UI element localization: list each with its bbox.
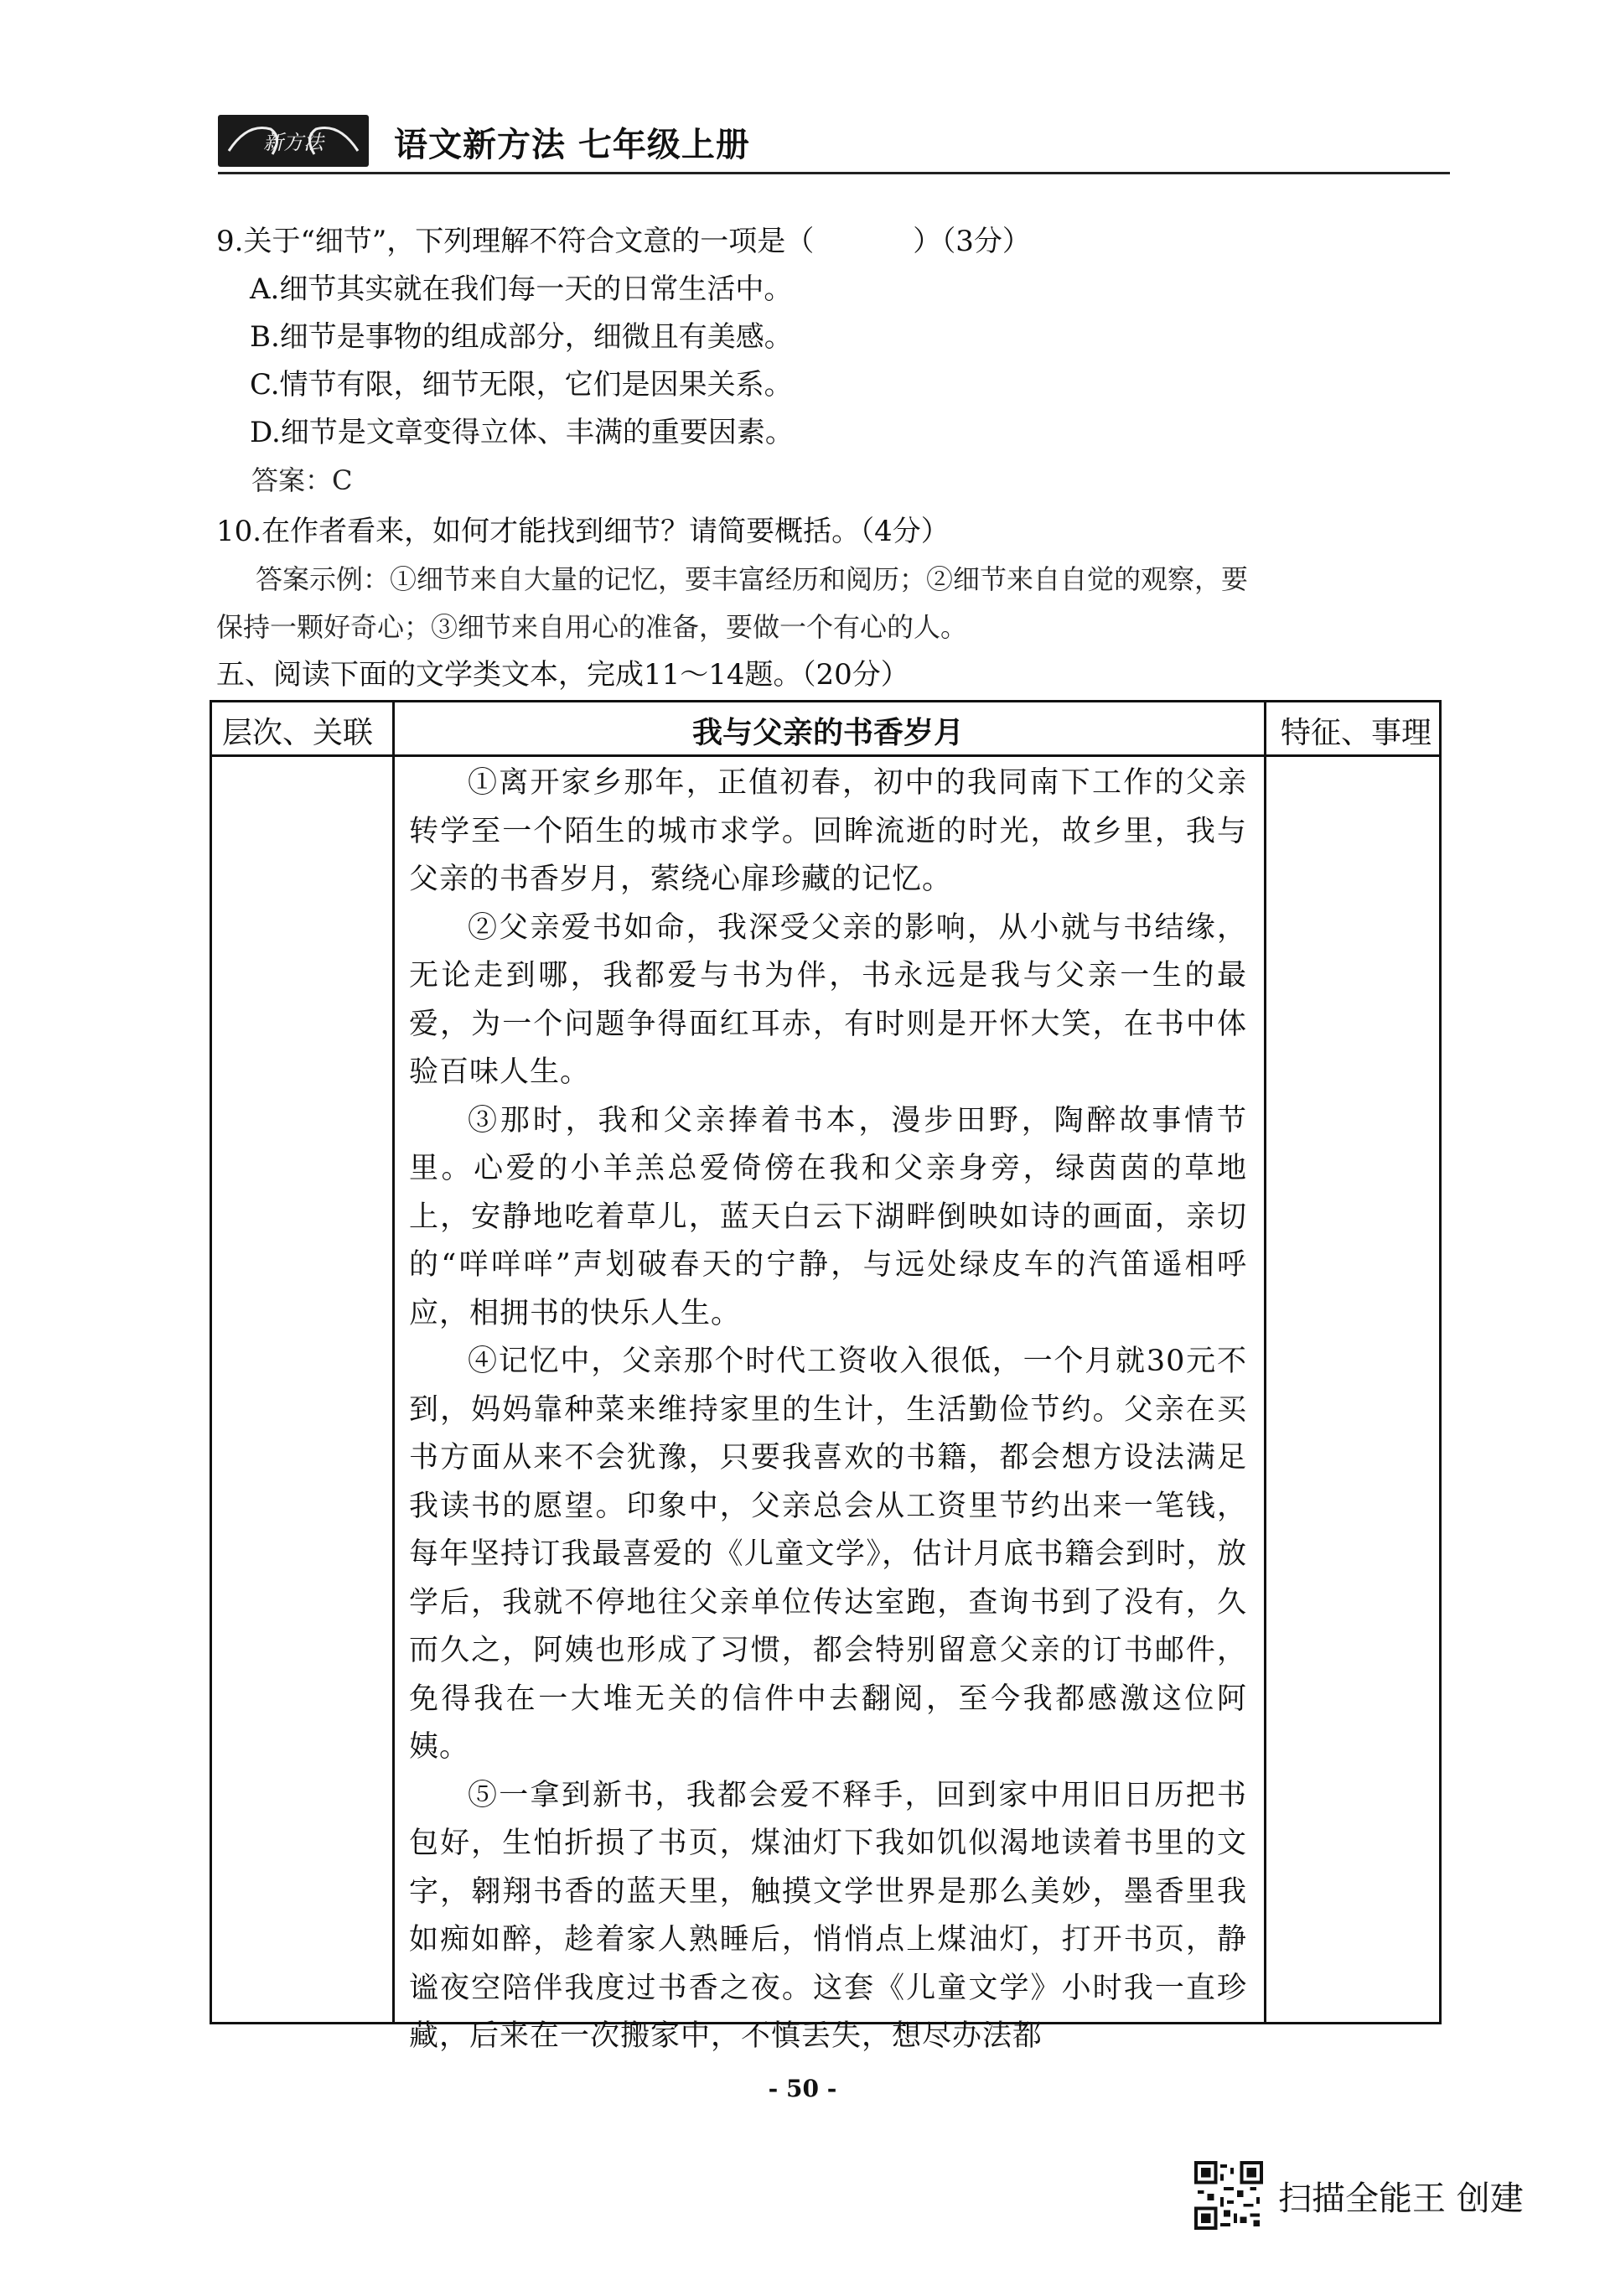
passage-paragraph-4: ④记忆中，父亲那个时代工资收入很低，一个月就30元不到，妈妈靠种菜来维持家里的生计，生活勤俭节约。父亲在买书方面从来不会犹豫，只要我喜欢的书籍，都会想方设法满足我读书的愿望。印象中，父亲总会从工资里节约出来一笔钱，每年坚持订我最喜爱的《儿童文学》，估计月底书籍会到时，放学后，我就不停地往父亲单位传达室跑，查询书到了没有，久而久之，阿姨也形成了习惯，都会特别留意父亲的订书邮件，免得我在一大堆无关的信件中去翻阅，至今我都感激这位阿姨。 (409, 1345, 1247, 1764)
q9-option-a: A.细节其实就在我们每一天的日常生活中。 (250, 272, 793, 306)
page-header (218, 113, 1458, 176)
scanner-watermark (1194, 2161, 1524, 2230)
q9-answer: 答案：C (251, 464, 353, 496)
table-column-divider-right (1264, 702, 1266, 2022)
section-5-heading: 五、阅读下面的文学类文本，完成11～14题。（20分） (216, 658, 909, 692)
table-header-divider (212, 754, 1439, 757)
table-column-divider-left (392, 702, 395, 2022)
logo-icon (222, 117, 365, 164)
q9-option-b: B.细节是事物的组成部分，细微且有美感。 (250, 320, 793, 354)
q10-answer-line-2: 保持一颗好奇心；③细节来自用心的准备，要做一个有心的人。 (216, 611, 968, 643)
book-logo (218, 115, 369, 167)
passage-paragraph-1: ①离开家乡那年，正值初春，初中的我同南下工作的父亲转学至一个陌生的城市求学。回眸流逝的时光，故乡里，我与父亲的书香岁月，萦绕心扉珍藏的记忆。 (409, 766, 1247, 896)
reading-table (210, 700, 1442, 2053)
passage-paragraph-2: ②父亲爱书如命，我深受父亲的影响，从小就与书结缘，无论走到哪，我都爱与书为伴，书永远是我与父亲一生的最爱，为一个问题争得面红耳赤，有时则是开怀大笑，在书中体验百味人生。 (409, 910, 1247, 1089)
passage-paragraph-5: ⑤一拿到新书，我都会爱不释手，回到家中用旧日历把书包好，生怕折损了书页，煤油灯下我如饥似渴地读着书里的文字，翱翔书香的蓝天里，触摸文学世界是那么美妙，墨香里我如痴如醉，趁着家人熟睡后，悄悄点上煤油灯，打开书页，静谧夜空陪伴我度过书香之夜。这套《儿童文学》小时我一直珍藏，后来在一次搬家中，不慎丢失，想尽办法都 (409, 1778, 1247, 2053)
q10-stem: 10.在作者看来，如何才能找到细节？请简要概括。（4分） (216, 515, 950, 548)
passage-title: 我与父亲的书香岁月 (691, 716, 964, 750)
q9-option-d: D.细节是文章变得立体、丰满的重要因素。 (250, 416, 794, 449)
book-title: 语文新方法 七年级上册 (394, 126, 750, 164)
q9-option-c: C.情节有限，细节无限，它们是因果关系。 (250, 368, 793, 402)
q9-stem-text: 9.关于“细节”，下列理解不符合文意的一项是（ (216, 225, 815, 258)
header-features-reasoning: 特征、事理 (1281, 716, 1432, 750)
scanner-app-text: 扫描全能王 创建 (1278, 2179, 1524, 2218)
q9-stem-score: ）（3分） (913, 225, 1031, 258)
qr-code-icon (1194, 2161, 1263, 2230)
q9-stem (216, 225, 1031, 258)
header-levels-relations: 层次、关联 (222, 716, 374, 750)
header-divider (218, 172, 1450, 174)
passage-paragraph-3: ③那时，我和父亲捧着书本，漫步田野，陶醉故事情节里。心爱的小羊羔总爱倚傍在我和父亲身旁，绿茵茵的草地上，安静地吃着草儿，蓝天白云下湖畔倒映如诗的画面，亲切的“咩咩咩”声划破春天的宁静，与远处绿皮车的汽笛遥相呼应，相拥书的快乐人生。 (409, 1103, 1247, 1330)
q10-answer-line-1: 答案示例：①细节来自大量的记忆，要丰富经历和阅历；②细节来自自觉的观察，要 (256, 563, 1249, 595)
passage-body (409, 759, 1247, 2061)
page-number: - 50 - (768, 2075, 837, 2102)
logo-text: 新方法 (263, 131, 324, 154)
